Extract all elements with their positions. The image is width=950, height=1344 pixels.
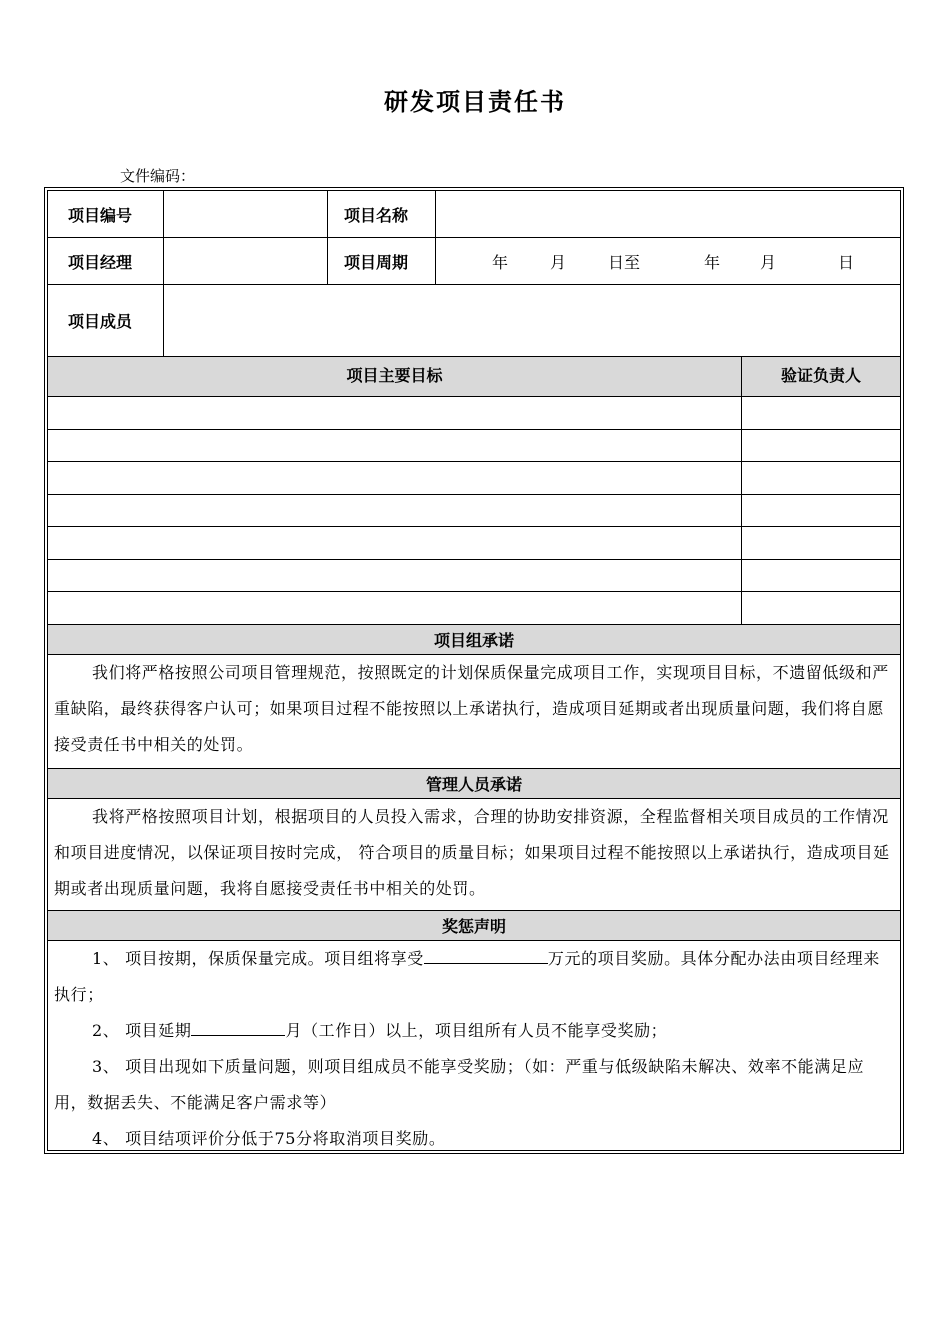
header-main-goals: 项目主要目标 — [48, 357, 742, 396]
row-mgr-commit-header — [48, 769, 900, 799]
team-commit-text — [48, 655, 900, 763]
reward-item-3: 3、 项目出现如下质量问题，则项目组成员不能享受奖励；（如：严重与低级缺陷未解决、效率不能满足应用，数据丢失、不能满足客户需求等） — [54, 1057, 865, 1112]
reward-amount-blank[interactable] — [424, 945, 548, 964]
verifier-input[interactable] — [742, 495, 900, 526]
date-year-start: 年 — [492, 252, 509, 272]
input-project-no[interactable] — [164, 191, 328, 237]
goal-input[interactable] — [48, 462, 742, 494]
input-project-name[interactable] — [436, 191, 900, 237]
row-project-no — [48, 191, 900, 238]
goal-row — [48, 527, 900, 560]
goal-row — [48, 430, 900, 462]
row-manager — [48, 238, 900, 285]
input-members[interactable] — [164, 285, 900, 356]
verifier-input[interactable] — [742, 430, 900, 461]
rewards-text — [48, 941, 900, 1157]
document-title: 研发项目责任书 — [384, 87, 566, 116]
verifier-input[interactable] — [742, 462, 900, 494]
date-month-end: 月 — [760, 252, 777, 272]
label-project-name: 项目名称 — [328, 191, 436, 237]
input-period[interactable] — [436, 238, 900, 284]
label-period: 项目周期 — [328, 238, 436, 284]
goal-row — [48, 560, 900, 592]
row-rewards-header — [48, 911, 900, 941]
date-year-end: 年 — [704, 252, 721, 272]
row-rewards-body — [48, 941, 900, 1152]
reward-item-4: 4、 项目结项评价分低于75分将取消项目奖励。 — [92, 1129, 446, 1148]
header-mgr-commit: 管理人员承诺 — [48, 769, 900, 798]
reward-item-2-part-b: 月（工作日）以上，项目组所有人员不能享受奖励； — [285, 1021, 668, 1040]
goal-row — [48, 462, 900, 495]
reward-item-2 — [54, 1013, 894, 1049]
verifier-input[interactable] — [742, 592, 900, 624]
goal-input[interactable] — [48, 495, 742, 526]
header-verifier: 验证负责人 — [742, 357, 900, 396]
goal-input[interactable] — [48, 527, 742, 559]
row-team-commit-header — [48, 625, 900, 655]
row-goals-header — [48, 357, 900, 397]
label-members: 项目成员 — [48, 285, 164, 356]
row-team-commit-body — [48, 655, 900, 769]
reward-item-1 — [54, 941, 894, 1013]
goal-row — [48, 397, 900, 430]
header-rewards: 奖惩声明 — [48, 911, 900, 940]
goal-input[interactable] — [48, 592, 742, 624]
goal-input[interactable] — [48, 560, 742, 591]
delay-months-blank[interactable] — [191, 1017, 285, 1036]
date-month-start: 月 — [550, 252, 567, 272]
goal-row — [48, 592, 900, 625]
goal-input[interactable] — [48, 430, 742, 461]
team-commit-paragraph: 我们将严格按照公司项目管理规范，按照既定的计划保质保量完成项目工作，实现项目目标，不遗留低级和严重缺陷，最终获得客户认可；如果项目过程不能按照以上承诺执行，造成项目延期或者出现质量问题，我们将自愿接受责任书中相关的处罚。 — [54, 663, 889, 754]
form-inner-border — [47, 190, 901, 1151]
date-day-to: 日至 — [608, 252, 641, 272]
doc-number-label: 文件编码： — [120, 167, 196, 185]
input-manager[interactable] — [164, 238, 328, 284]
goal-input[interactable] — [48, 397, 742, 429]
verifier-input[interactable] — [742, 397, 900, 429]
reward-item-1-part-a: 1、 项目按期，保质保量完成。项目组将享受 — [92, 949, 424, 968]
goal-row — [48, 495, 900, 527]
date-day-end: 日 — [838, 252, 855, 272]
verifier-input[interactable] — [742, 560, 900, 591]
label-manager: 项目经理 — [48, 238, 164, 284]
verifier-input[interactable] — [742, 527, 900, 559]
responsibility-form — [44, 187, 904, 1154]
row-mgr-commit-body — [48, 799, 900, 911]
row-members — [48, 285, 900, 357]
mgr-commit-paragraph: 我将严格按照项目计划，根据项目的人员投入需求，合理的协助安排资源，全程监督相关项目成员的工作情况和项目进度情况，以保证项目按时完成， 符合项目的质量目标；如果项目过程不能按照以上承诺执行，造成项目延期或者出现质量问题，我将自愿接受责任书中相关的处罚。 — [54, 807, 890, 898]
header-team-commit: 项目组承诺 — [48, 625, 900, 654]
label-project-no: 项目编号 — [48, 191, 164, 237]
reward-item-2-part-a: 2、 项目延期 — [92, 1021, 192, 1040]
mgr-commit-text — [48, 799, 900, 907]
reward-item-1-part-b: 万元的项目奖励。具体分配办法由项目经理来执行； — [54, 949, 880, 1004]
